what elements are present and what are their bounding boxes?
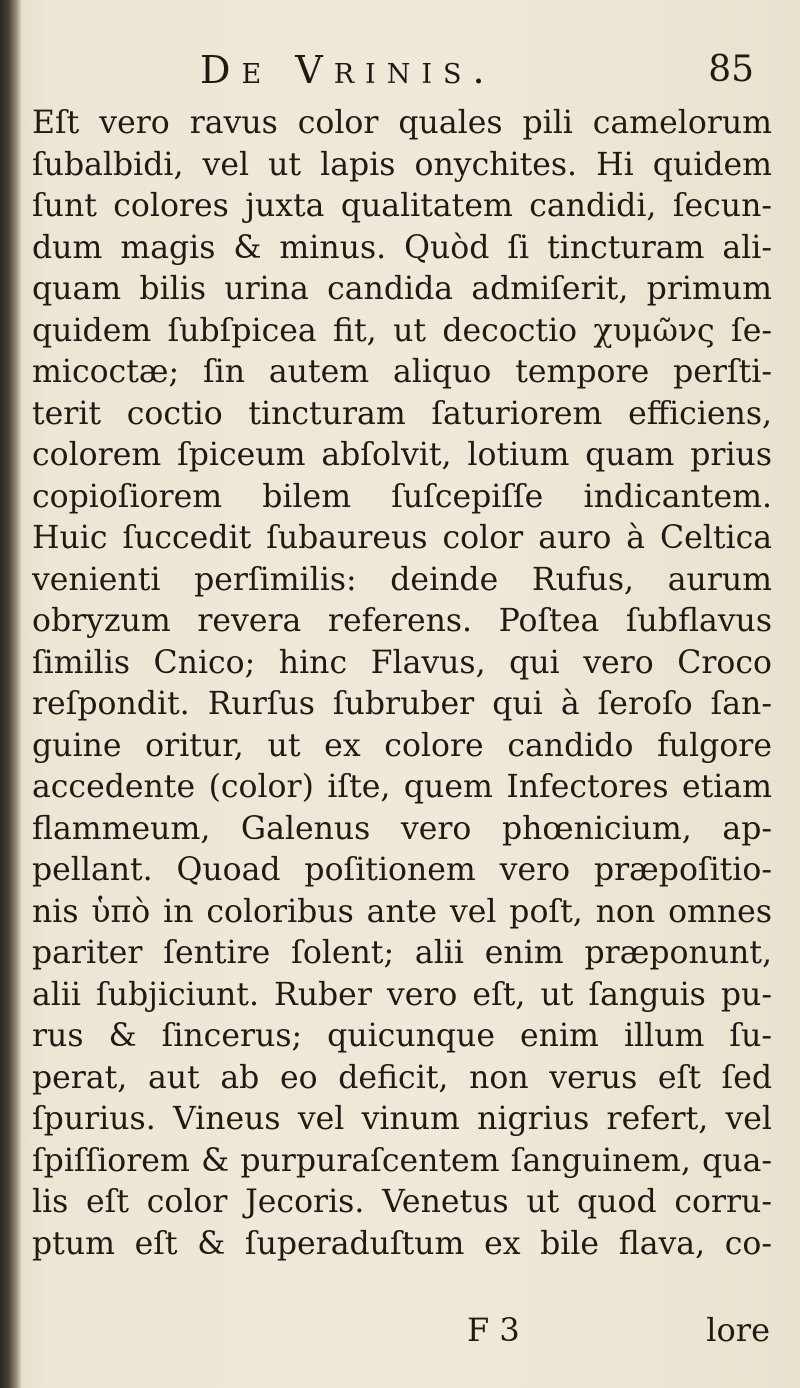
page-number: 85 xyxy=(708,49,754,90)
text-line: ptum eſt & ſuperaduſtum ex bile flava, co- xyxy=(32,1225,772,1262)
text-line: rus & ſincerus; quicunque enim illum ſu- xyxy=(32,1018,772,1054)
text-line: venienti perſimilis: deinde Rufus, aurum xyxy=(32,561,772,598)
binding-gutter xyxy=(0,0,22,1388)
running-head xyxy=(30,40,760,100)
text-line: ſubalbidi, vel ut lapis onychites. Hi quidem xyxy=(32,146,772,183)
text-line: Eſt vero ravus color quales pili camelorum xyxy=(32,105,772,141)
catchword: lore xyxy=(706,1311,770,1349)
text-line: copioſiorem bilem ſuſcepiſſe indicantem. xyxy=(32,478,772,515)
text-line: Huic ſuccedit ſubaureus color auro à Celtica xyxy=(32,520,772,556)
text-line: pellant. Quoad poſitionem vero præpoſitio- xyxy=(32,852,772,888)
running-head-title: De Vrinis. xyxy=(200,48,496,92)
text-line: alii ſubjiciunt. Ruber vero eſt, ut ſanguis pu- xyxy=(32,976,772,1013)
text-line: quidem ſubſpicea fit, ut decoctio χυμῶνς ſe- xyxy=(32,312,772,349)
text-line: ſpurius. Vineus vel vinum nigrius refert, vel xyxy=(32,1101,772,1137)
signature-mark: F 3 xyxy=(467,1311,520,1349)
body-text xyxy=(32,103,772,1265)
text-line: pariter ſentire ſolent; alii enim præponunt, xyxy=(32,935,772,971)
text-line: guine oritur, ut ex colore candido fulgore xyxy=(32,727,772,764)
text-line: lis eſt color Jecoris. Venetus ut quod corru- xyxy=(32,1184,772,1220)
text-line: colorem ſpiceum abſolvit, lotium quam prius xyxy=(32,437,772,473)
page-footer xyxy=(32,1308,772,1352)
text-line: quam bilis urina candida admiſerit, primum xyxy=(32,271,772,307)
text-line: obryzum revera referens. Poſtea ſubflavus xyxy=(32,603,772,639)
text-line: reſpondit. Rurſus ſubruber qui à ſeroſo ſan- xyxy=(32,686,772,722)
text-line: perat, aut ab eo deficit, non verus eſt ſed xyxy=(32,1059,772,1096)
text-line: micoctæ; ſin autem aliquo tempore perſti- xyxy=(32,354,772,390)
text-line: accedente (color) iſte, quem Infectores etiam xyxy=(32,769,772,805)
text-line: ſpiſſiorem & purpuraſcentem ſanguinem, qua- xyxy=(32,1142,772,1179)
text-line: nis ὑπὸ in coloribus ante vel poſt, non omnes xyxy=(32,893,772,930)
text-line: ſimilis Cnico; hinc Flavus, qui vero Croco xyxy=(32,644,772,681)
text-line: dum magis & minus. Quòd ſi tincturam ali- xyxy=(32,229,772,266)
text-line: ſunt colores juxta qualitatem candidi, ſecun- xyxy=(32,188,772,224)
text-line: terit coctio tincturam ſaturiorem efficiens, xyxy=(32,395,772,432)
text-line: flammeum, Galenus vero phœnicium, ap- xyxy=(32,810,772,847)
